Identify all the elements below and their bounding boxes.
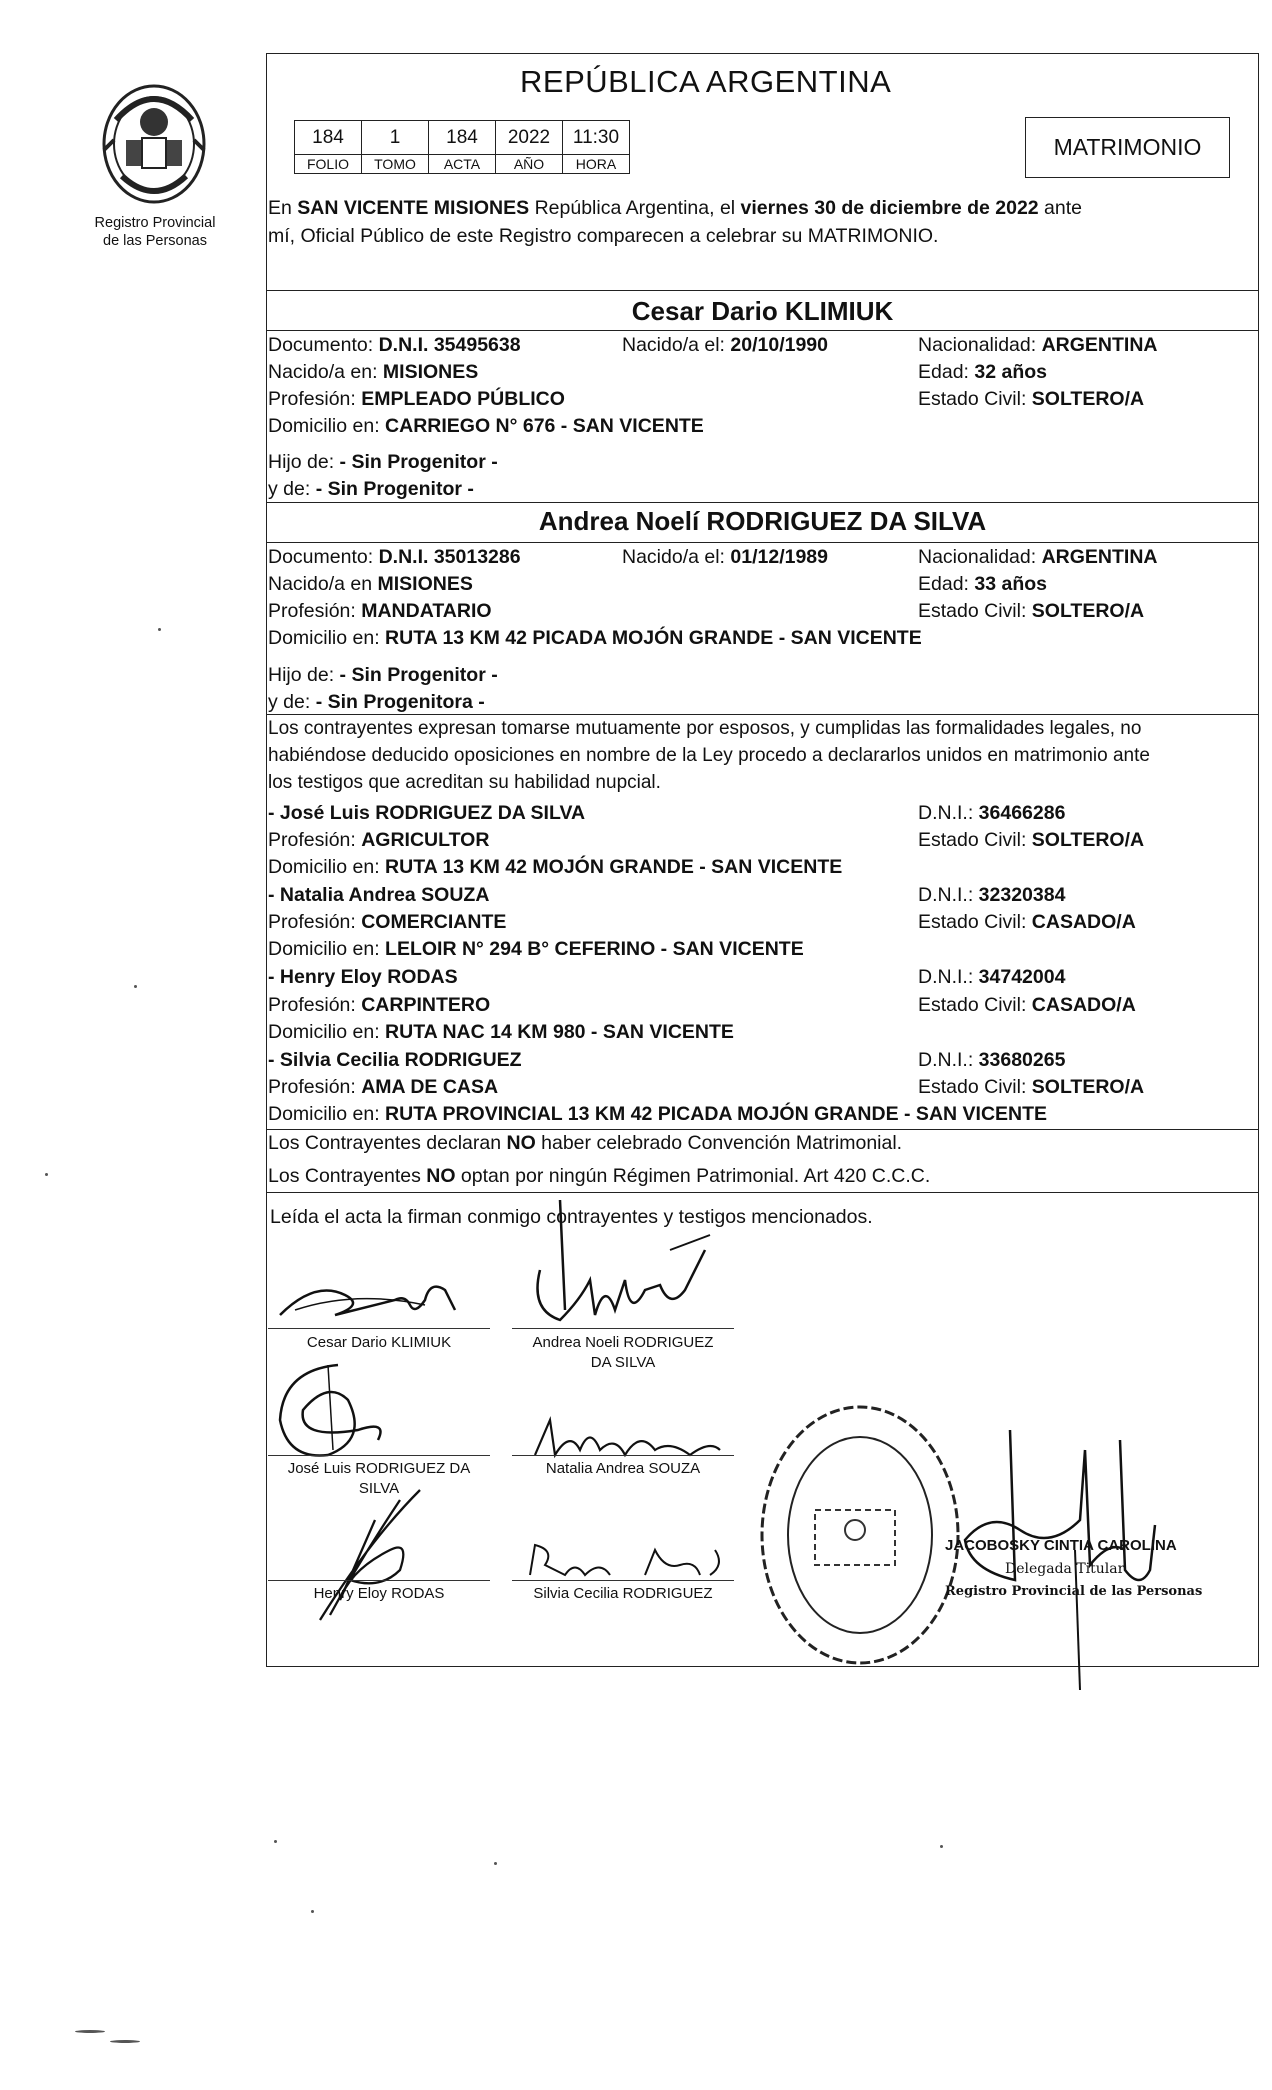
- hora-label: HORA: [563, 155, 630, 174]
- signature-rodriguez-da-silva: [520, 1190, 740, 1340]
- c2-birthplace: Nacido/a en MISIONES: [268, 573, 473, 595]
- witness4-name: - Silvia Cecilia RODRIGUEZ: [268, 1049, 522, 1071]
- c2-father: Hijo de: - Sin Progenitor -: [268, 664, 498, 686]
- registry-fields-table: [294, 120, 630, 174]
- c2-civil-status: Estado Civil: SOLTERO/A: [918, 600, 1145, 622]
- signature-label-rodas: Henry Eloy RODAS: [313, 1585, 445, 1602]
- official-role: Delegada Titular: [1005, 1561, 1125, 1577]
- c2-mother: y de: - Sin Progenitora -: [268, 691, 485, 713]
- witness1-civil: Estado Civil: SOLTERO/A: [918, 829, 1145, 851]
- contrayente1-name: Cesar Dario KLIMIUK: [631, 296, 894, 326]
- witness2-profession: Profesión: COMERCIANTE: [268, 911, 507, 933]
- tomo-value: 1: [362, 121, 429, 155]
- declaration-line-3: los testigos que acreditan su habilidad nupcial.: [268, 772, 661, 793]
- logo-caption-line2: de las Personas: [103, 233, 207, 249]
- c1-mother: y de: - Sin Progenitor -: [268, 478, 474, 500]
- regime-statement: Los Contrayentes NO optan por ningún Régimen Patrimonial. Art 420 C.C.C.: [268, 1165, 931, 1187]
- signature-label-silvia: Silvia Cecilia RODRIGUEZ: [533, 1585, 713, 1602]
- witness4-address: Domicilio en: RUTA PROVINCIAL 13 KM 42 PICADA MOJÓN GRANDE - SAN VICENTE: [268, 1103, 1048, 1125]
- reading-statement: Leída el acta la firman conmigo contrayentes y testigos mencionados.: [270, 1206, 873, 1228]
- witness3-dni: D.N.I.: 34742004: [918, 966, 1066, 988]
- c1-nationality: Nacionalidad: ARGENTINA: [918, 334, 1158, 356]
- acta-value: 184: [429, 121, 496, 155]
- signature-label-klimiuk: Cesar Dario KLIMIUK: [306, 1334, 452, 1351]
- folio-value: 184: [295, 121, 362, 155]
- witness1-dni: D.N.I.: 36466286: [918, 802, 1066, 824]
- document-title: REPÚBLICA ARGENTINA: [520, 64, 892, 99]
- c2-nationality: Nacionalidad: ARGENTINA: [918, 546, 1158, 568]
- contrayente2-name: Andrea Noelí RODRIGUEZ DA SILVA: [538, 506, 987, 536]
- signature-label-souza: Natalia Andrea SOUZA: [545, 1460, 701, 1477]
- signature-label-jose-line1: José Luis RODRIGUEZ DA: [287, 1460, 471, 1477]
- witness3-civil: Estado Civil: CASADO/A: [918, 994, 1136, 1016]
- c2-birthdate: Nacido/a el: 01/12/1989: [622, 546, 829, 568]
- c2-document: Documento: D.N.I. 35013286: [268, 546, 521, 568]
- signature-rodas: [280, 1480, 430, 1630]
- signature-label-andrea-line1: Andrea Noeli RODRIGUEZ: [532, 1334, 714, 1351]
- anio-value: 2022: [496, 121, 563, 155]
- logo-caption-line1: Registro Provincial: [94, 215, 216, 231]
- declaration-line-1: Los contrayentes expresan tomarse mutuamente por esposos, y cumplidas las formalidades legales, no: [268, 718, 1142, 739]
- witness3-address: Domicilio en: RUTA NAC 14 KM 980 - SAN VICENTE: [268, 1021, 734, 1043]
- witness4-civil: Estado Civil: SOLTERO/A: [918, 1076, 1145, 1098]
- witness2-dni: D.N.I.: 32320384: [918, 884, 1066, 906]
- c1-address: Domicilio en: CARRIEGO N° 676 - SAN VICENTE: [268, 415, 704, 437]
- official-name: JACOBOSKY CINTIA CAROLINA: [945, 1537, 1177, 1554]
- witness4-dni: D.N.I.: 33680265: [918, 1049, 1066, 1071]
- signature-label-jose-line2: SILVA: [358, 1480, 400, 1497]
- witness2-civil: Estado Civil: CASADO/A: [918, 911, 1136, 933]
- intro-line-2: mí, Oficial Público de este Registro comparecen a celebrar su MATRIMONIO.: [268, 225, 939, 247]
- witness4-profession: Profesión: AMA DE CASA: [268, 1076, 499, 1098]
- c1-father: Hijo de: - Sin Progenitor -: [268, 451, 498, 473]
- c1-civil-status: Estado Civil: SOLTERO/A: [918, 388, 1145, 410]
- c2-profession: Profesión: MANDATARIO: [268, 600, 492, 622]
- act-type-box: MATRIMONIO: [1025, 117, 1230, 178]
- witness2-address: Domicilio en: LELOIR N° 294 B° CEFERINO - SAN VICENTE: [268, 938, 804, 960]
- registry-round-seal: [755, 1400, 965, 1670]
- witness1-address: Domicilio en: RUTA 13 KM 42 MOJÓN GRANDE - SAN VICENTE: [268, 856, 843, 878]
- c1-birthplace: Nacido/a en: MISIONES: [268, 361, 479, 383]
- c2-age: Edad: 33 años: [918, 573, 1048, 595]
- signature-label-andrea-line2: DA SILVA: [590, 1354, 656, 1371]
- witness1-profession: Profesión: AGRICULTOR: [268, 829, 490, 851]
- convention-statement: Los Contrayentes declaran NO haber celebrado Convención Matrimonial.: [268, 1132, 903, 1154]
- c1-birthdate: Nacido/a el: 20/10/1990: [622, 334, 829, 356]
- hora-value: 11:30: [563, 121, 630, 155]
- official-org: Registro Provincial de las Personas: [945, 1584, 1203, 1599]
- intro-line-1: En SAN VICENTE MISIONES República Argentina, el viernes 30 de diciembre de 2022 ante: [268, 197, 1083, 219]
- declaration-line-2: habiéndose deducido oposiciones en nombre de la Ley procedo a declararlos unidos en matrimonio ante: [268, 745, 1150, 766]
- c1-age: Edad: 32 años: [918, 361, 1048, 383]
- witness3-name: - Henry Eloy RODAS: [268, 966, 458, 988]
- signature-silvia: [525, 1540, 745, 1585]
- anio-label: AÑO: [496, 155, 563, 174]
- signature-klimiuk: [275, 1260, 475, 1330]
- witness1-name: - José Luis RODRIGUEZ DA SILVA: [268, 802, 586, 824]
- registry-logo: [96, 80, 212, 212]
- tomo-label: TOMO: [362, 155, 429, 174]
- c1-document: Documento: D.N.I. 35495638: [268, 334, 521, 356]
- folio-label: FOLIO: [295, 155, 362, 174]
- c1-profession: Profesión: EMPLEADO PÚBLICO: [268, 388, 565, 410]
- c2-address: Domicilio en: RUTA 13 KM 42 PICADA MOJÓN GRANDE - SAN VICENTE: [268, 627, 922, 649]
- signature-jose-luis: [268, 1360, 418, 1470]
- witness3-profession: Profesión: CARPINTERO: [268, 994, 491, 1016]
- acta-label: ACTA: [429, 155, 496, 174]
- witness2-name: - Natalia Andrea SOUZA: [268, 884, 490, 906]
